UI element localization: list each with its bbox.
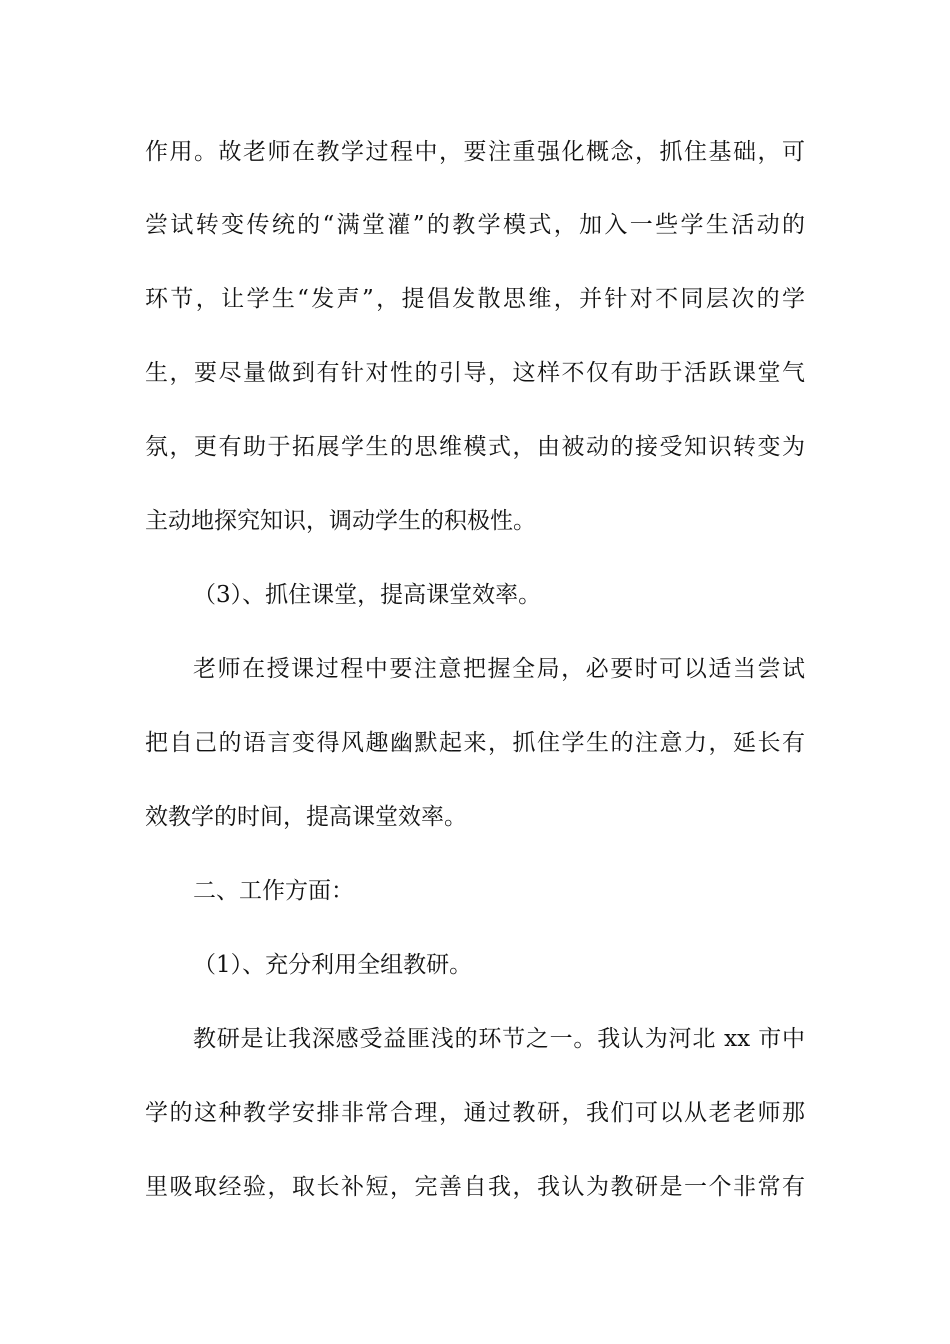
paragraph-line: 效教学的时间，提高课堂效率。 (145, 804, 467, 830)
paragraph-line: 环节，让学生“发声”，提倡发散思维，并针对不同层次的学 (145, 286, 805, 312)
section-heading: （3）、抓住课堂，提高课堂效率。 (193, 582, 542, 608)
paragraph-line: 氛，更有助于拓展学生的思维模式，由被动的接受知识转变为 (145, 434, 805, 460)
paragraph-line: 生，要尽量做到有针对性的引导，这样不仅有助于活跃课堂气 (145, 360, 805, 386)
paragraph-line: 教研是让我深感受益匪浅的环节之一。我认为河北 xx 市中 (193, 1026, 805, 1052)
paragraph-line: 尝试转变传统的“满堂灌”的教学模式，加入一些学生活动的 (145, 212, 805, 238)
paragraph-line: 老师在授课过程中要注意把握全局，必要时可以适当尝试 (193, 656, 805, 682)
paragraph-line: 主动地探究知识，调动学生的积极性。 (145, 508, 536, 534)
paragraph-line: 学的这种教学安排非常合理，通过教研，我们可以从老老师那 (145, 1100, 805, 1126)
section-heading: 二、工作方面： (193, 878, 354, 904)
section-heading: （1）、充分利用全组教研。 (193, 952, 473, 978)
paragraph-line: 里吸取经验，取长补短，完善自我，我认为教研是一个非常有 (145, 1174, 805, 1200)
paragraph-line: 把自己的语言变得风趣幽默起来，抓住学生的注意力，延长有 (145, 730, 805, 756)
paragraph-line: 作用。故老师在教学过程中，要注重强化概念，抓住基础，可 (145, 139, 805, 165)
